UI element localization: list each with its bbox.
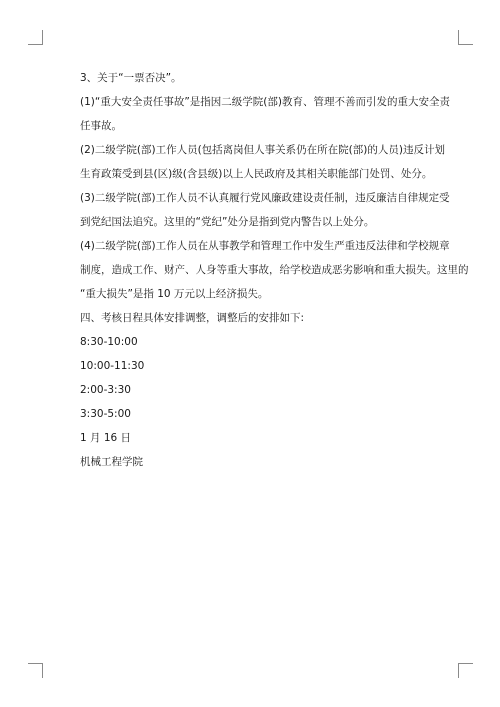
document-body <box>80 66 469 474</box>
schedule-slot <box>80 330 420 354</box>
section-heading-schedule <box>80 306 420 330</box>
text-line: 3、关于“一票否决”。 <box>80 72 182 84</box>
crop-mark-top-left <box>28 30 43 45</box>
text-line: 到党纪国法追究。这里的“党纪”处分是指到党内警告以上处分。 <box>80 216 375 228</box>
paragraph-item-3 <box>80 186 450 234</box>
paragraph-item-2 <box>80 138 445 186</box>
text-line: 生育政策受到县(区)级(含县级)以上人民政府及其相关职能部门处罚、处分。 <box>80 168 433 180</box>
document-date <box>80 426 420 450</box>
text-line: 机械工程学院 <box>80 456 143 468</box>
schedule-slot <box>80 378 420 402</box>
text-line: 1 月 16 日 <box>80 432 132 444</box>
text-line: “重大损失”是指 10 万元以上经济损失。 <box>80 288 269 300</box>
schedule-slot <box>80 402 420 426</box>
text-line: (3)二级学院(部)工作人员不认真履行党风廉政建设责任制，违反廉洁自律规定受 <box>80 192 450 204</box>
text-line: 10:00-11:30 <box>80 360 145 372</box>
text-line: 2:00-3:30 <box>80 384 131 396</box>
crop-mark-bottom-right <box>458 663 473 678</box>
section-heading-veto <box>80 66 420 90</box>
text-line: 3:30-5:00 <box>80 408 131 420</box>
paragraph-item-4 <box>80 234 469 306</box>
text-line: (1)“重大安全责任事故”是指因二级学院(部)教育、管理不善而引发的重大安全责 <box>80 96 450 108</box>
text-line: (4)二级学院(部)工作人员在从事教学和管理工作中发生严重违反法律和学校规章 <box>80 240 450 252</box>
paragraph-item-1 <box>80 90 450 138</box>
crop-mark-bottom-left <box>28 663 43 678</box>
text-line: (2)二级学院(部)工作人员(包括离岗但人事关系仍在所在院(部)的人员)违反计划 <box>80 144 445 156</box>
schedule-slot <box>80 354 420 378</box>
document-signature <box>80 450 420 474</box>
crop-mark-top-right <box>458 30 473 45</box>
text-line: 制度，造成工作、财产、人身等重大事故，给学校造成恶劣影响和重大损失。这里的 <box>80 264 469 276</box>
text-line: 任事故。 <box>80 120 122 132</box>
text-line: 四、考核日程具体安排调整，调整后的安排如下: <box>80 312 305 324</box>
text-line: 8:30-10:00 <box>80 336 138 348</box>
